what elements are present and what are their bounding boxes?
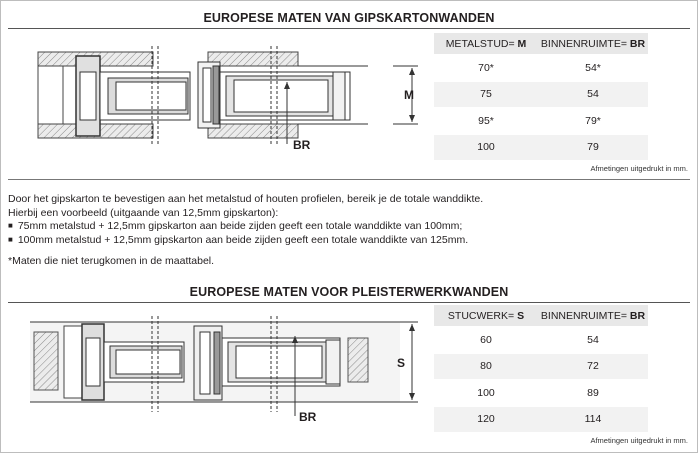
cell-stucwerk: 100 [434,380,538,407]
header-binnenruimte: BINNENRUIMTE= BR [538,305,648,327]
cell-metalstud: 95* [434,108,538,135]
table-row [434,353,648,380]
pleisterwerk-wall-drawing [8,306,428,430]
description-line1: Door het gipskarton te bevestigen aan het metalstud of houten profielen, bereik je de totale wanddikte. [8,193,484,205]
table-row [434,81,648,108]
units-note-1: Afmetingen uitgedrukt in mm. [590,164,688,173]
table-header [434,33,648,55]
label-br-2: BR [299,410,317,424]
table-header [434,305,648,327]
table-row [434,406,648,432]
cell-stucwerk: 120 [434,406,538,432]
cell-binnenruimte: 54 [538,81,648,108]
section2-rule [8,302,690,303]
cell-binnenruimte: 54* [538,55,648,82]
header-binnenruimte: BINNENRUIMTE= BR [538,33,648,55]
cell-binnenruimte: 72 [538,353,648,380]
table-row [434,134,648,160]
table-row [434,55,648,82]
cell-metalstud: 100 [434,134,538,160]
cell-binnenruimte: 114 [538,406,648,432]
label-s: S [397,356,406,370]
description [8,193,608,269]
bullet-item-1: ■ 75mm metalstud + 12,5mm gipskarton aan beide zijden geeft een totale wanddikte van 100mm; [8,220,608,234]
cell-binnenruimte: 89 [538,380,648,407]
cell-stucwerk: 80 [434,353,538,380]
cell-binnenruimte: 54 [538,327,648,354]
header-metalstud: METALSTUD= M [434,33,538,55]
table-row [434,108,648,135]
section1-bottom-rule [8,179,690,180]
table-row [434,380,648,407]
section1-rule [8,28,690,29]
gipskarton-wall-drawing [8,32,428,162]
bullet-item-2: ■ 100mm metalstud + 12,5mm gipskarton aan beide zijden geeft een totale wanddikte van 125mm. [8,234,608,248]
footnote: *Maten die niet terugkomen in de maattabel. [8,255,215,267]
gipskarton-table [434,33,648,160]
table-row [434,327,648,354]
label-br-1: BR [293,138,311,152]
pleisterwerk-table [434,305,648,432]
section1-title: EUROPESE MATEN VAN GIPSKARTONWANDEN [203,11,495,25]
description-line2: Hierbij een voorbeeld (uitgaande van 12,5mm gipskarton): [8,206,279,219]
label-m: M [404,88,414,102]
cell-binnenruimte: 79* [538,108,648,135]
cell-stucwerk: 60 [434,327,538,354]
section2-title: EUROPESE MATEN VOOR PLEISTERWERKWANDEN [189,285,509,299]
cell-metalstud: 75 [434,81,538,108]
cell-binnenruimte: 79 [538,134,648,160]
header-stucwerk: STUCWERK= S [434,305,538,327]
cell-metalstud: 70* [434,55,538,82]
units-note-2: Afmetingen uitgedrukt in mm. [590,436,688,445]
